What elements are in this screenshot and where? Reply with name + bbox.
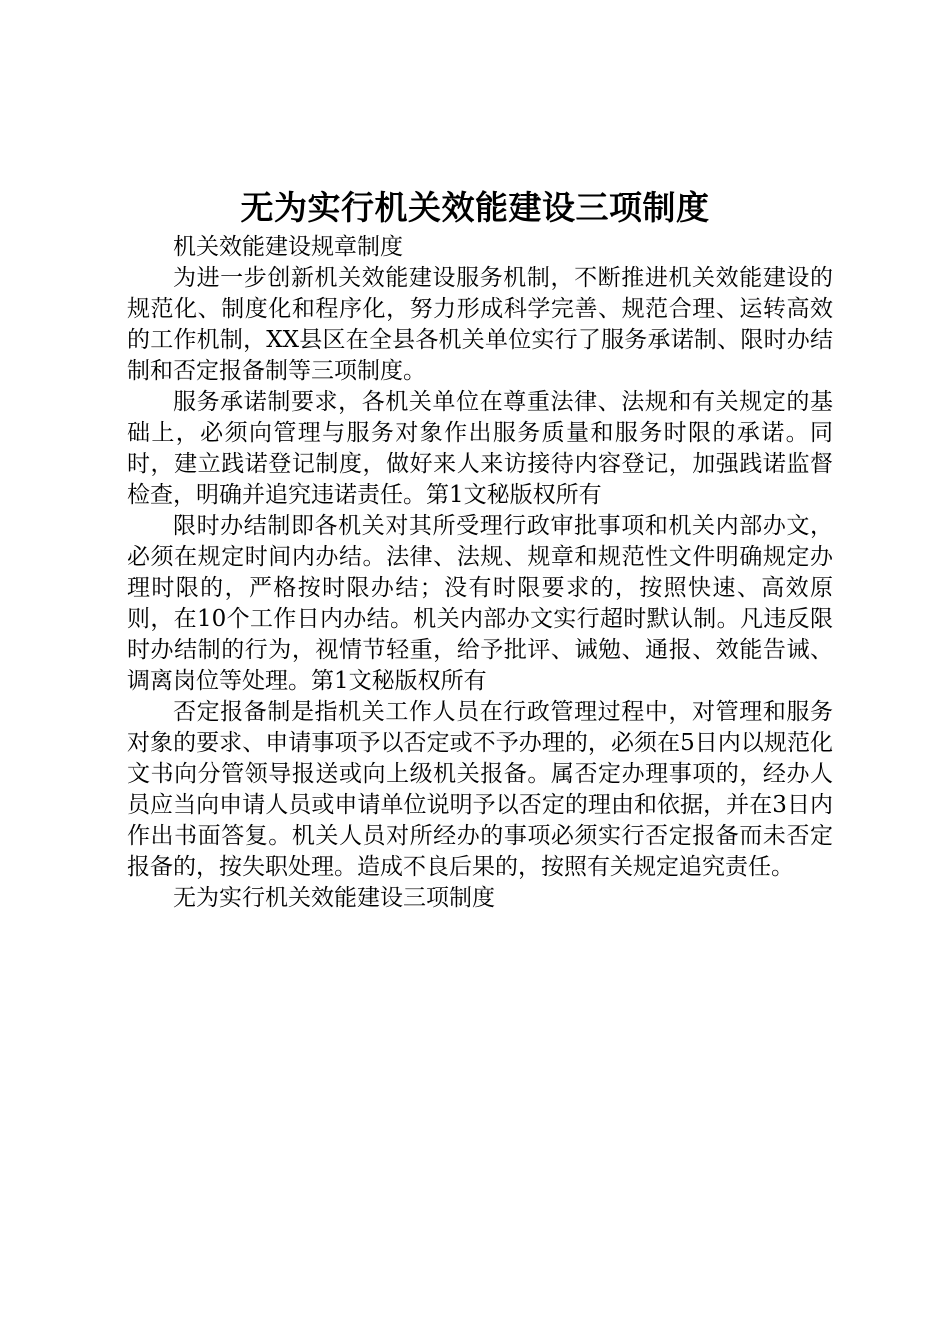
paragraph-closing-title: 无为实行机关效能建设三项制度 xyxy=(173,885,495,911)
document-title: 无为实行机关效能建设三项制度 xyxy=(240,188,710,227)
paragraph-intro: 为进一步创新机关效能建设服务机制，不断推进机关效能建设的规范化、制度化和程序化，努力形成科学完善、规范合理、运转高效的工作机制，XX县区在全县各机关单位实行了服务承诺制、限时办结制和否定报备制等三项制度。 xyxy=(127,265,833,384)
paragraph-service-commitment: 服务承诺制要求，各机关单位在尊重法律、法规和有关规定的基础上，必须向管理与服务对象作出服务质量和服务时限的承诺。同时，建立践诺登记制度，做好来人来访接待内容登记，加强践诺监督检查，明确并追究违诺责任。第1文秘版权所有 xyxy=(127,389,833,508)
document-body xyxy=(127,232,833,914)
paragraph-negation-filing: 否定报备制是指机关工作人员在行政管理过程中，对管理和服务对象的要求、申请事项予以否定或不予办理的，必须在5日内以规范化文书向分管领导报送或向上级机关报备。属否定办理事项的，经办人员应当向申请人员或申请单位说明予以否定的理由和依据，并在3日内作出书面答复。机关人员对所经办的事项必须实行否定报备而未否定报备的，按失职处理。造成不良后果的，按照有关规定追究责任。 xyxy=(127,699,833,880)
paragraph-subtitle: 机关效能建设规章制度 xyxy=(173,234,403,260)
paragraph-time-limit: 限时办结制即各机关对其所受理行政审批事项和机关内部办文，必须在规定时间内办结。法律、法规、规章和规范性文件明确规定办理时限的，严格按时限办结；没有时限要求的，按照快速、高效原则，在10个工作日内办结。机关内部办文实行超时默认制。凡违反限时办结制的行为，视情节轻重，给予批评、诫勉、通报、效能告诫、调离岗位等处理。第1文秘版权所有 xyxy=(127,513,833,694)
